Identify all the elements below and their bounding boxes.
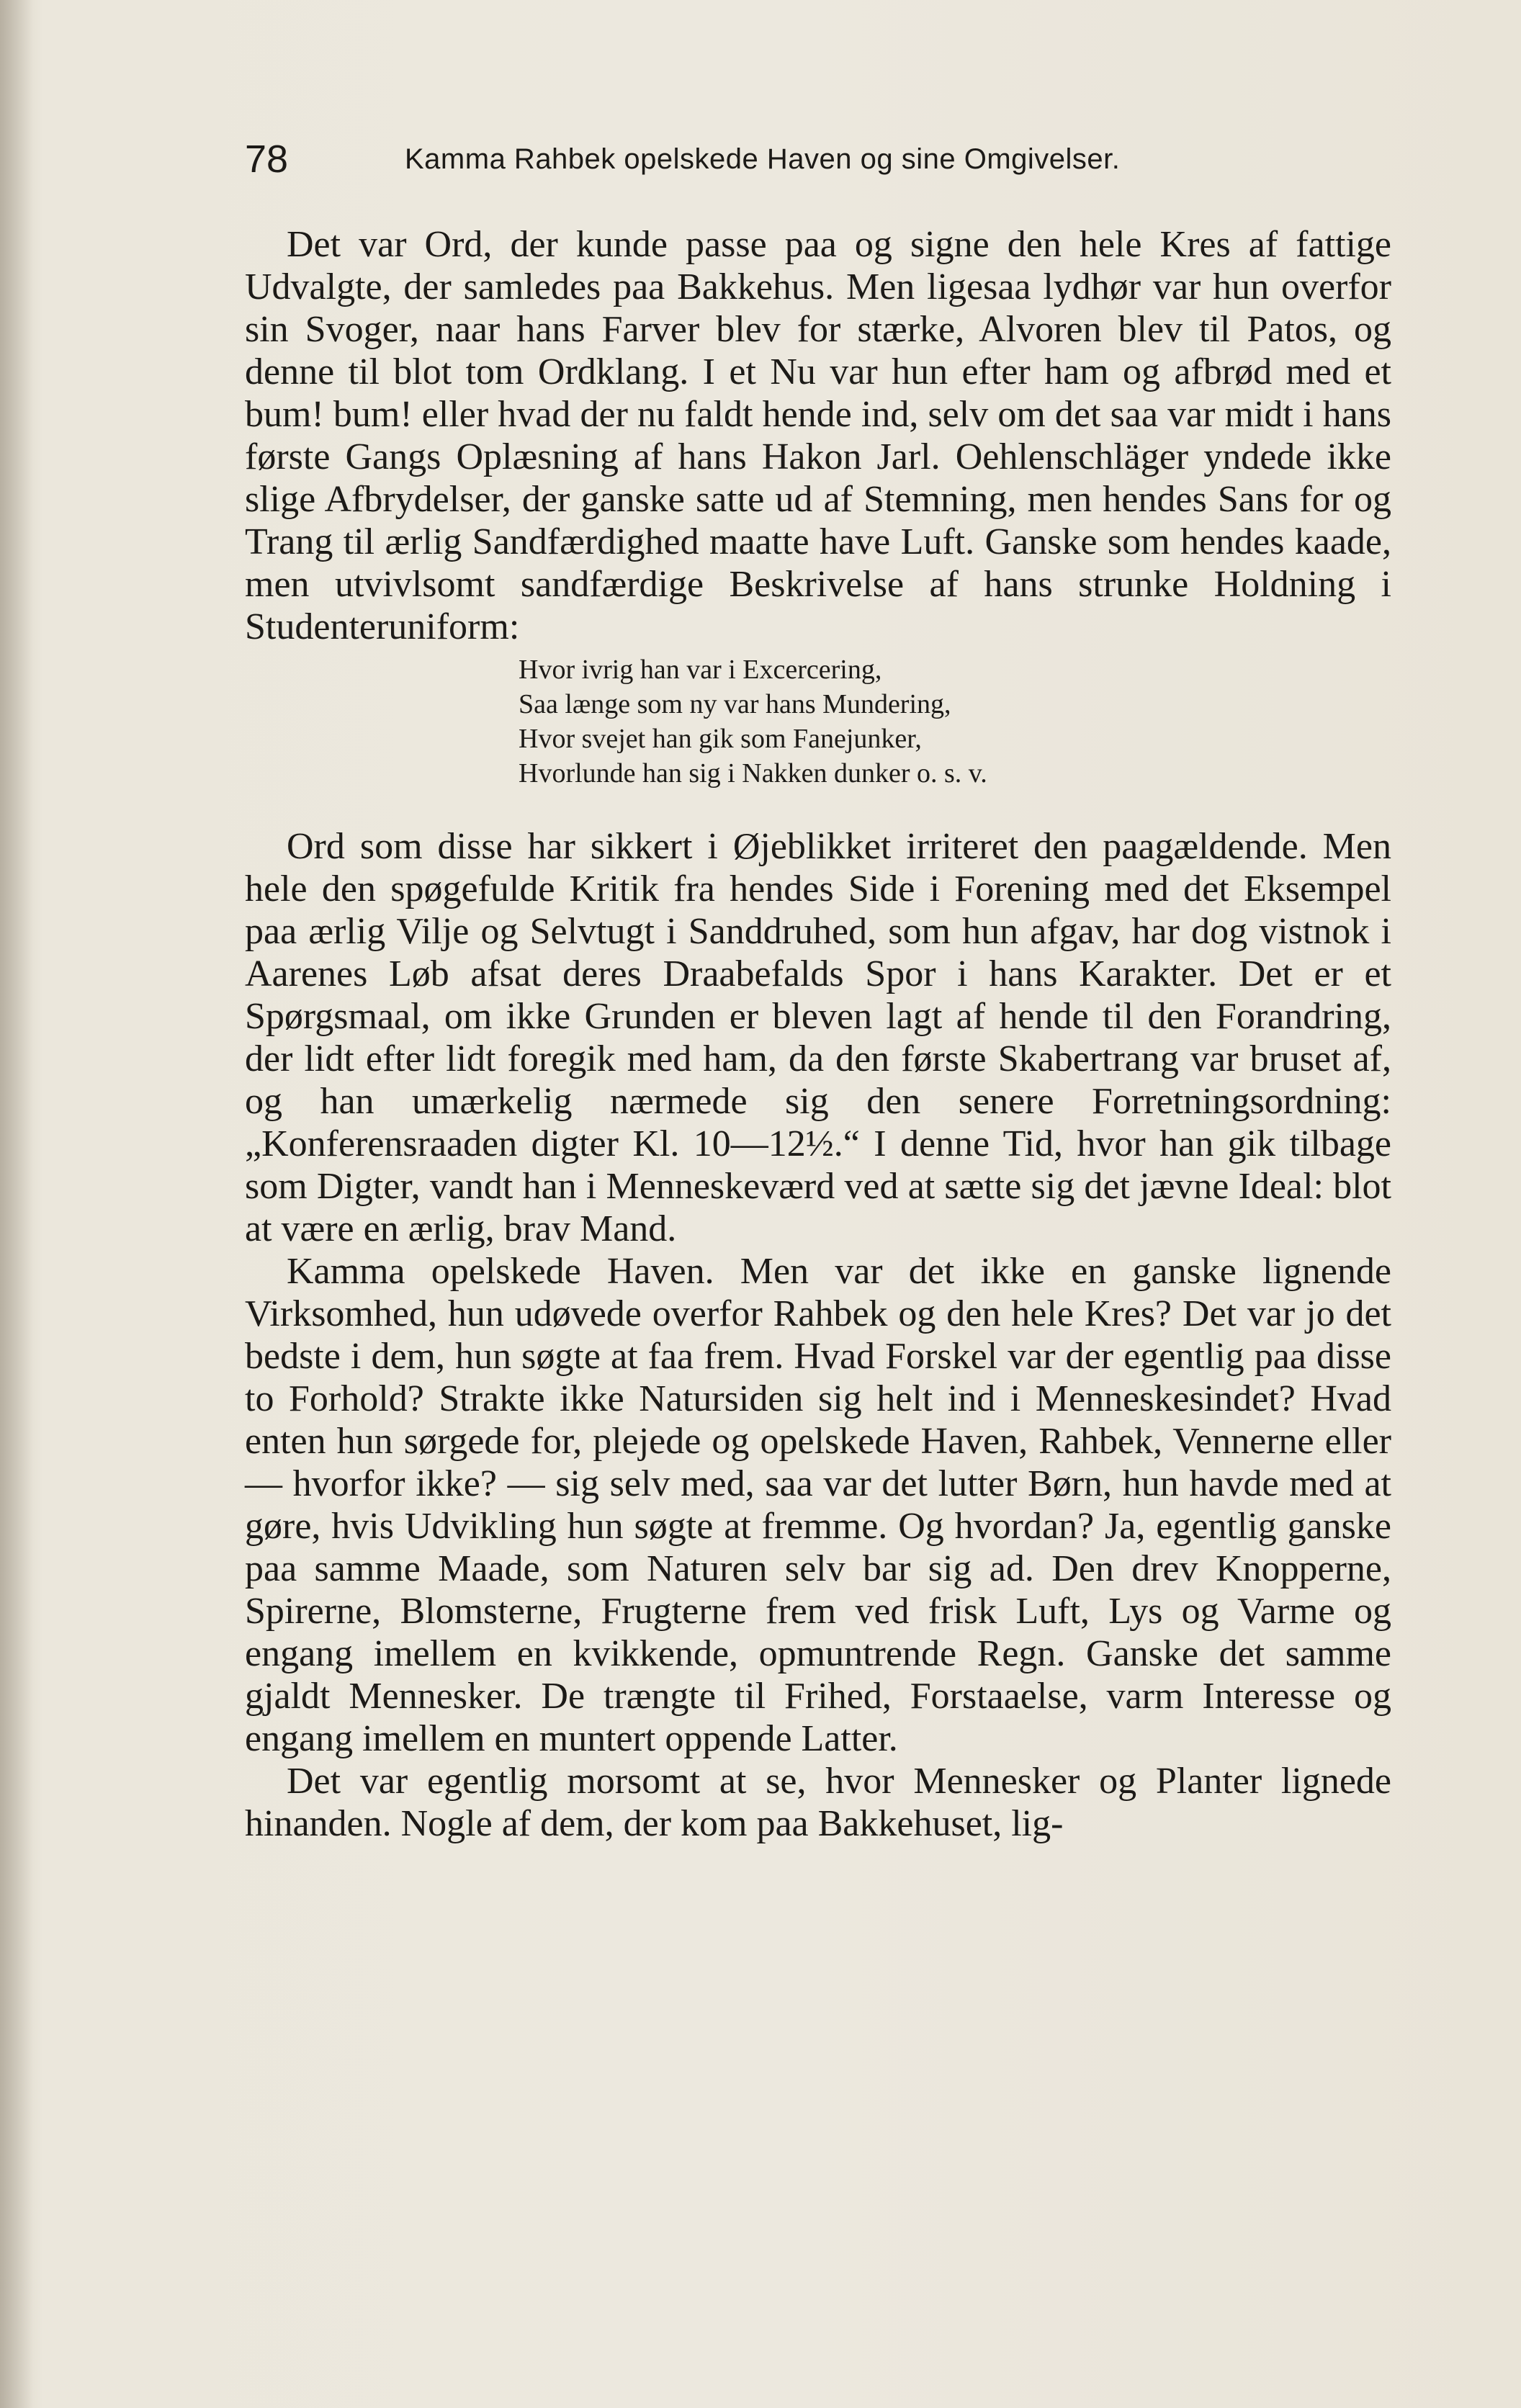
- verse-line: Hvorlunde han sig i Nakken dunker o. s. v.: [519, 758, 987, 789]
- page-header: [245, 134, 1282, 184]
- body-text: [245, 223, 1391, 1845]
- paragraph: Ord som disse har sikkert i Øjeblikket irriteret den paagældende. Men hele den spøgefulde Kritik fra hendes Side i Forening med det Eksempel paa ærlig Vilje og Selvtugt i Sanddruhed, som hun afgav, har dog vistnok i Aarenes Løb afsat deres Draabefalds Spor i hans Karakter. Det er et Spørgsmaal, om ikke Grunden er bleven lagt af hende til den Forandring, der lidt efter lidt foregik med ham, da den første Skabertrang var bruset af, og han umærkelig nærmede sig den senere Forretningsordning: „Konferensraaden digter Kl. 10—12½.“ I denne Tid, hvor han gik tilbage som Digter, vandt han i Menneskeværd ved at sætte sig det jævne Ideal: blot at være en ærlig, brav Mand.: [245, 826, 1391, 1249]
- verse-line: Hvor svejet han gik som Fanejunker,: [519, 724, 922, 754]
- paragraph: Det var egentlig morsomt at se, hvor Mennesker og Planter lignede hinanden. Nogle af dem, der kom paa Bakkehuset, lig-: [245, 1761, 1391, 1844]
- verse-quote: [519, 652, 1391, 791]
- running-head: Kamma Rahbek opelskede Haven og sine Omgivelser.: [405, 143, 1121, 175]
- page-number: 78: [245, 138, 289, 181]
- verse-line: Saa længe som ny var hans Mundering,: [519, 689, 951, 719]
- verse-line: Hvor ivrig han var i Excercering,: [519, 655, 882, 685]
- paragraph: Kamma opelskede Haven. Men var det ikke en ganske lignende Virksomhed, hun udøvede overfor Rahbek og den hele Kres? Det var jo det bedste i dem, hun søgte at faa frem. Hvad Forskel var der egentlig paa disse to Forhold? Strakte ikke Natursiden sig helt ind i Menneskesindet? Hvad enten hun sørgede for, plejede og opelskede Haven, Rahbek, Vennerne eller — hvorfor ikke? — sig selv med, saa var det lutter Børn, hun havde med at gøre, hvis Udvikling hun søgte at fremme. Og hvordan? Ja, egentlig ganske paa samme Maade, som Naturen selv bar sig ad. Den drev Knopperne, Spirerne, Blomsterne, Frugterne frem ved frisk Luft, Lys og Varme og engang imellem en kvikkende, opmuntrende Regn. Ganske det samme gjaldt Mennesker. De trængte til Frihed, Forstaaelse, varm Interesse og engang imellem en muntert oppende Latter.: [245, 1251, 1391, 1759]
- paragraph: Det var Ord, der kunde passe paa og signe den hele Kres af fattige Udvalgte, der samledes paa Bakkehus. Men ligesaa lydhør var hun overfor sin Svoger, naar hans Farver blev for stærke, Alvoren blev til Patos, og denne til blot tom Ordklang. I et Nu var hun efter ham og afbrød med et bum! bum! eller hvad der nu faldt hende ind, selv om det saa var midt i hans første Gangs Oplæsning af hans Hakon Jarl. Oehlenschläger yndede ikke slige Afbrydelser, der ganske satte ud af Stemning, men hendes Sans for og Trang til ærlig Sandfærdighed maatte have Luft. Ganske som hendes kaade, men utvivlsomt sandfærdige Beskrivelse af hans strunke Holdning i Studenteruniform:: [245, 224, 1391, 647]
- spine-shadow: [0, 0, 33, 2408]
